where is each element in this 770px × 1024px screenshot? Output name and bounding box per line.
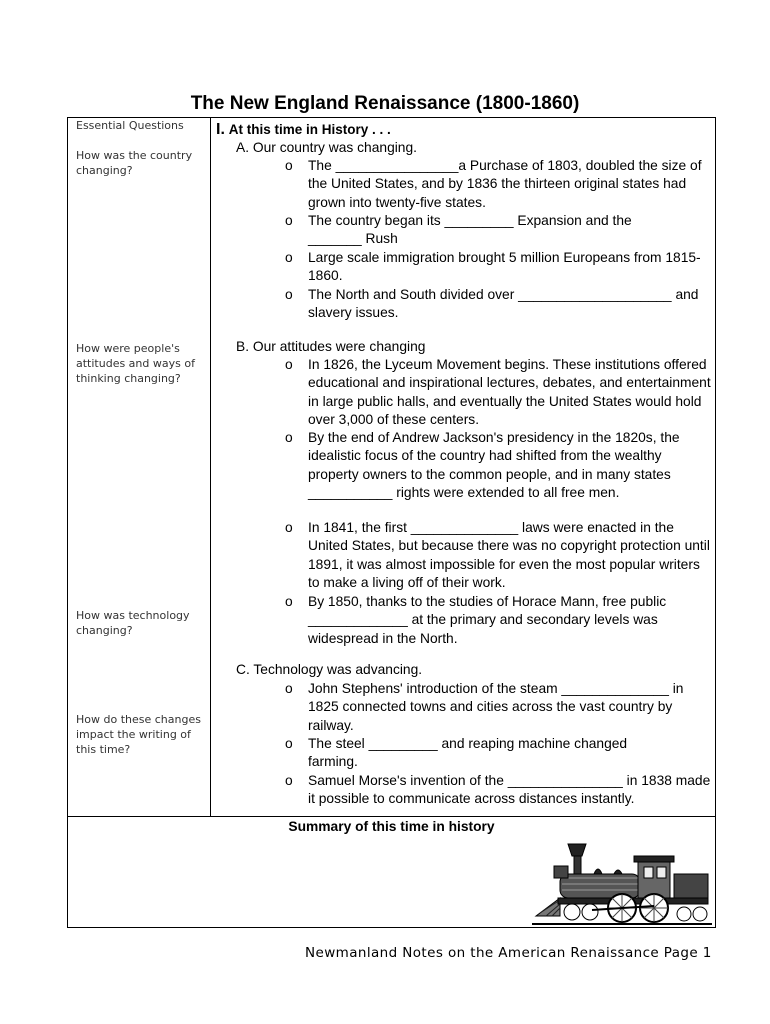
section-b-heading: B. Our attitudes were changing (236, 339, 426, 354)
bullet-marker: o (285, 430, 293, 445)
section-one-heading (216, 121, 391, 139)
bullet-text: Samuel Morse's invention of the _______________ in 1838 made it possible to communicate across distances instantly. (308, 773, 711, 807)
summary-heading: Summary of this time in history (288, 819, 495, 834)
bullet-text: By the end of Andrew Jackson's presidency in the 1820s, the idealistic focus of the country had shifted from the wealthy property owners to the common people, and in many states ___________ rights were extended to all free men. (308, 430, 680, 500)
bullet-marker: o (285, 250, 293, 265)
bullet-text: John Stephens' introduction of the steam ______________ in 1825 connected towns and cities across the vast country by railway. (308, 681, 684, 733)
bullet-text: Large scale immigration brought 5 million Europeans from 1815-1860. (308, 250, 701, 284)
bullet-marker: o (285, 287, 293, 302)
bullet-marker: o (285, 681, 293, 696)
section-a-heading: A. Our country was changing. (236, 140, 417, 155)
bullet-marker: o (285, 357, 293, 372)
locomotive-illustration (532, 840, 712, 926)
bullet-marker: o (285, 594, 293, 609)
page-footer: Newmanland Notes on the American Renaissance Page 1 (305, 945, 712, 961)
bullet-marker: o (285, 520, 293, 535)
question-country: How was the country changing? (76, 149, 193, 177)
section-one-label: At this time in History . . . (228, 122, 391, 137)
bullet-text: By 1850, thanks to the studies of Horace Mann, free public _____________ at the primary and secondary levels was widespread in the North. (308, 594, 667, 646)
row-divider (67, 816, 716, 817)
question-technology: How was technology changing? (76, 609, 190, 637)
column-divider (210, 117, 211, 817)
bullet-text: In 1826, the Lyceum Movement begins. These institutions offered educational and inspirational lectures, debates, and entertainment in large public halls, and eventually the United States would hold over 3,000 of these centers. (308, 357, 711, 427)
page-title: The New England Renaissance (1800-1860) (190, 93, 580, 114)
essential-questions-header: Essential Questions (76, 119, 184, 132)
section-c-heading: C. Technology was advancing. (236, 662, 423, 677)
roman-numeral: I. (216, 121, 225, 138)
bullet-text: The country began its _________ Expansion and the _______ Rush (308, 213, 632, 247)
bullet-text: The North and South divided over ____________________ and slavery issues. (308, 287, 699, 321)
bullet-marker: o (285, 213, 293, 228)
bullet-marker: o (285, 773, 293, 788)
bullet-text: The ________________a Purchase of 1803, doubled the size of the United States, and by 1836 the thirteen original states had grown into twenty-five states. (308, 158, 702, 210)
bullet-text: The steel _________ and reaping machine changed farming. (308, 736, 628, 770)
question-attitudes: How were people's attitudes and ways of thinking changing? (76, 342, 195, 385)
bullet-text: In 1841, the first ______________ laws were enacted in the United States, but because there was no copyright protection until 1891, it was almost impossible for even the most popular writers to make a living off of their work. (308, 520, 710, 590)
bullet-marker: o (285, 736, 293, 751)
bullet-marker: o (285, 158, 293, 173)
question-writing: How do these changes impact the writing of this time? (76, 713, 201, 756)
